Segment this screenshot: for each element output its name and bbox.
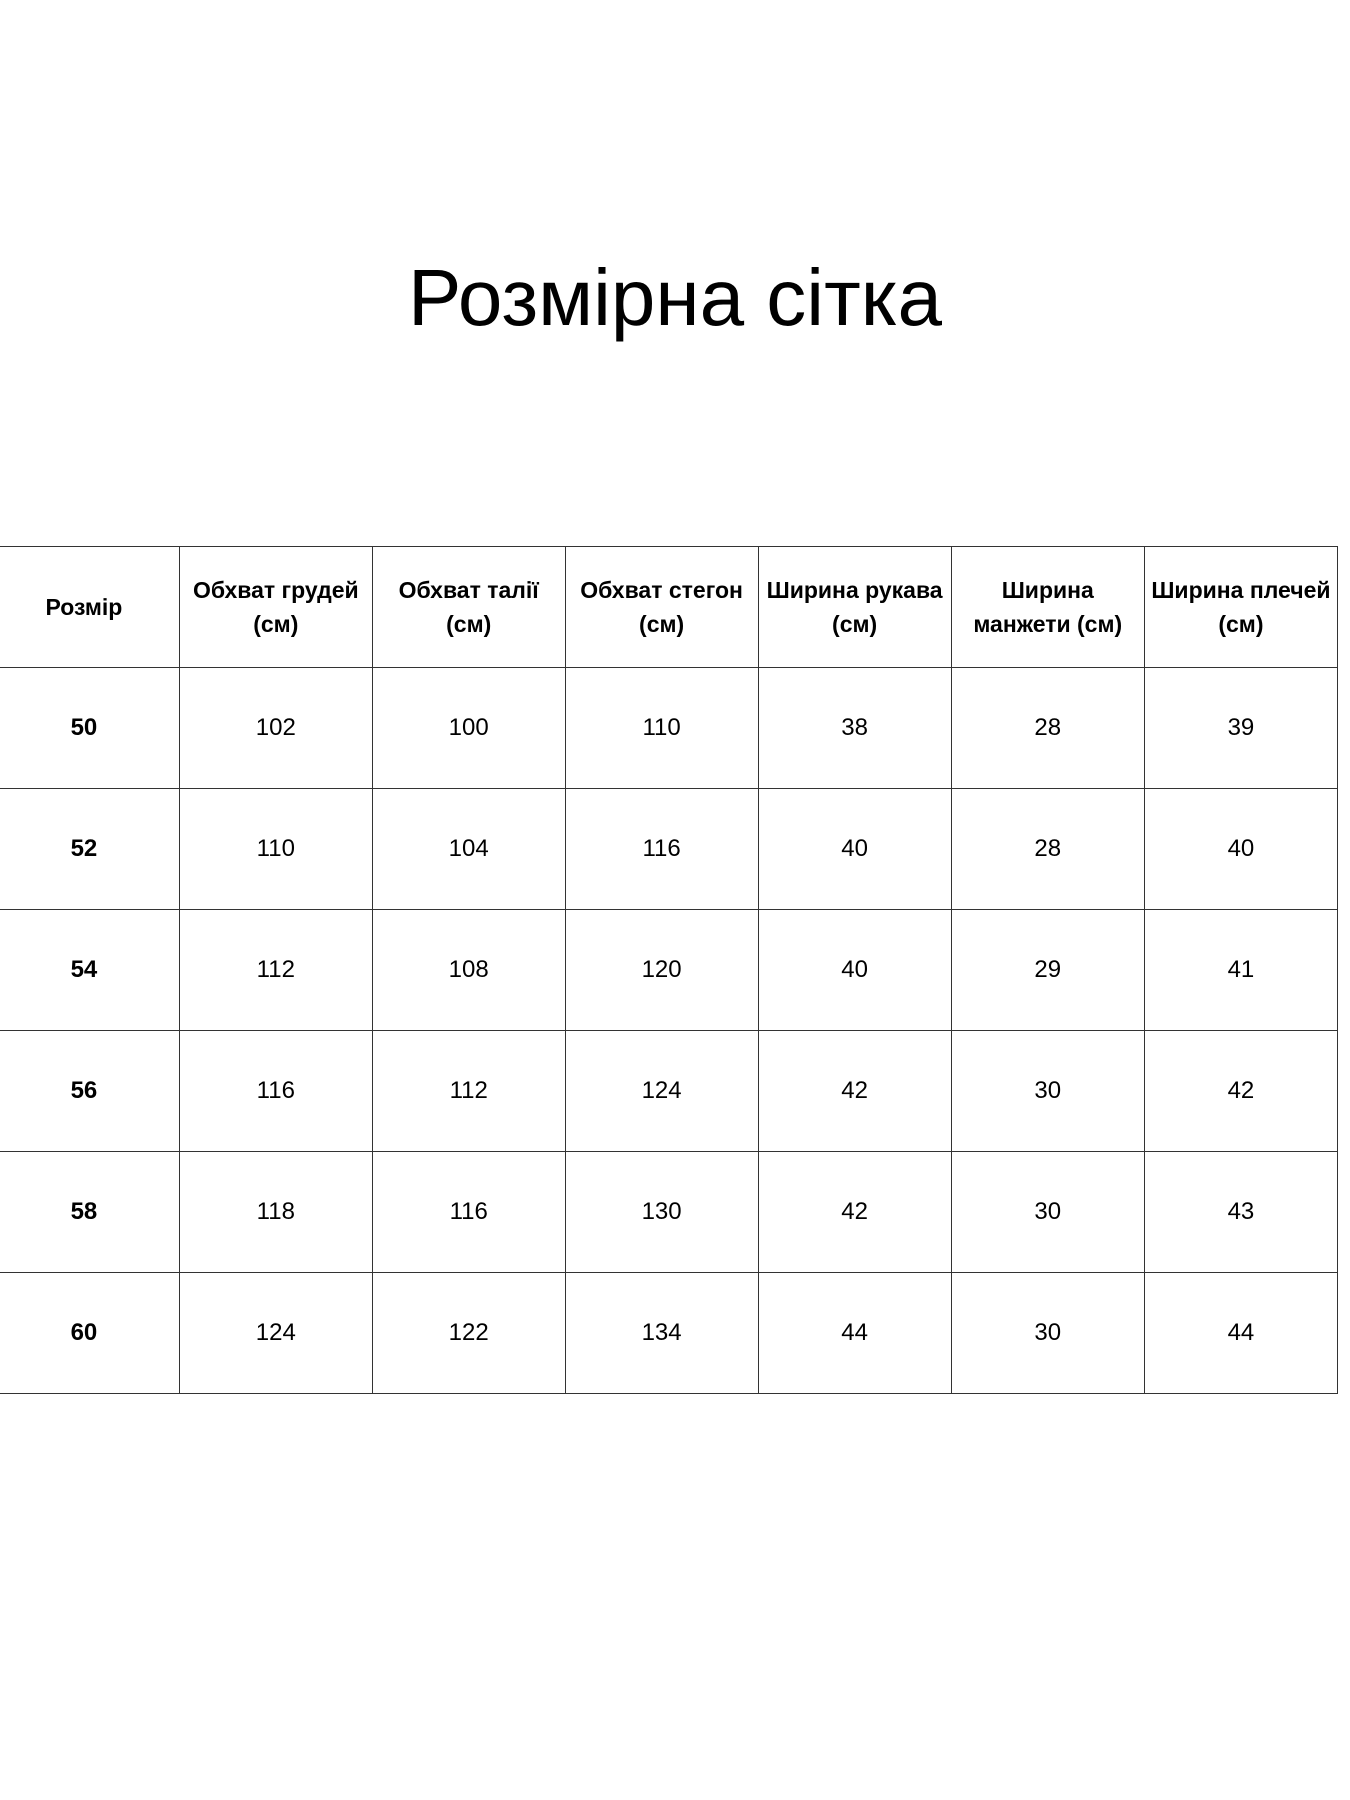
sleeve-width-cell: 40 [758,910,951,1031]
hips-cell: 110 [565,668,758,789]
size-chart-table [0,546,1338,1394]
waist-cell: 104 [372,789,565,910]
cuff-width-cell: 30 [951,1031,1144,1152]
shoulder-width-cell: 40 [1144,789,1337,910]
sleeve-width-cell: 40 [758,789,951,910]
table-header-row [0,547,1338,668]
header-cuff-width: Ширина манжети (см) [951,547,1144,668]
shoulder-width-cell: 43 [1144,1152,1337,1273]
chest-cell: 102 [179,668,372,789]
chest-cell: 112 [179,910,372,1031]
hips-cell: 134 [565,1273,758,1394]
header-shoulder-width: Ширина плечей (см) [1144,547,1337,668]
waist-cell: 108 [372,910,565,1031]
table-row [0,1273,1338,1394]
hips-cell: 124 [565,1031,758,1152]
cuff-width-cell: 30 [951,1273,1144,1394]
cuff-width-cell: 30 [951,1152,1144,1273]
table-row [0,789,1338,910]
shoulder-width-cell: 42 [1144,1031,1337,1152]
size-cell: 54 [0,910,179,1031]
size-cell: 60 [0,1273,179,1394]
shoulder-width-cell: 41 [1144,910,1337,1031]
waist-cell: 112 [372,1031,565,1152]
shoulder-width-cell: 39 [1144,668,1337,789]
table-row [0,668,1338,789]
sleeve-width-cell: 42 [758,1031,951,1152]
waist-cell: 116 [372,1152,565,1273]
hips-cell: 130 [565,1152,758,1273]
page-title: Розмірна сітка [408,253,942,342]
header-sleeve-width: Ширина рукава (см) [758,547,951,668]
hips-cell: 120 [565,910,758,1031]
table-row [0,1152,1338,1273]
header-size: Розмір [0,547,179,668]
cuff-width-cell: 29 [951,910,1144,1031]
waist-cell: 100 [372,668,565,789]
chest-cell: 116 [179,1031,372,1152]
size-cell: 58 [0,1152,179,1273]
header-waist: Обхват талії (см) [372,547,565,668]
cuff-width-cell: 28 [951,668,1144,789]
hips-cell: 116 [565,789,758,910]
sleeve-width-cell: 38 [758,668,951,789]
size-cell: 52 [0,789,179,910]
sleeve-width-cell: 44 [758,1273,951,1394]
header-chest: Обхват грудей (см) [179,547,372,668]
chest-cell: 118 [179,1152,372,1273]
cuff-width-cell: 28 [951,789,1144,910]
waist-cell: 122 [372,1273,565,1394]
size-cell: 50 [0,668,179,789]
shoulder-width-cell: 44 [1144,1273,1337,1394]
header-hips: Обхват стегон (см) [565,547,758,668]
size-cell: 56 [0,1031,179,1152]
table-row [0,1031,1338,1152]
table-row [0,910,1338,1031]
sleeve-width-cell: 42 [758,1152,951,1273]
chest-cell: 110 [179,789,372,910]
chest-cell: 124 [179,1273,372,1394]
